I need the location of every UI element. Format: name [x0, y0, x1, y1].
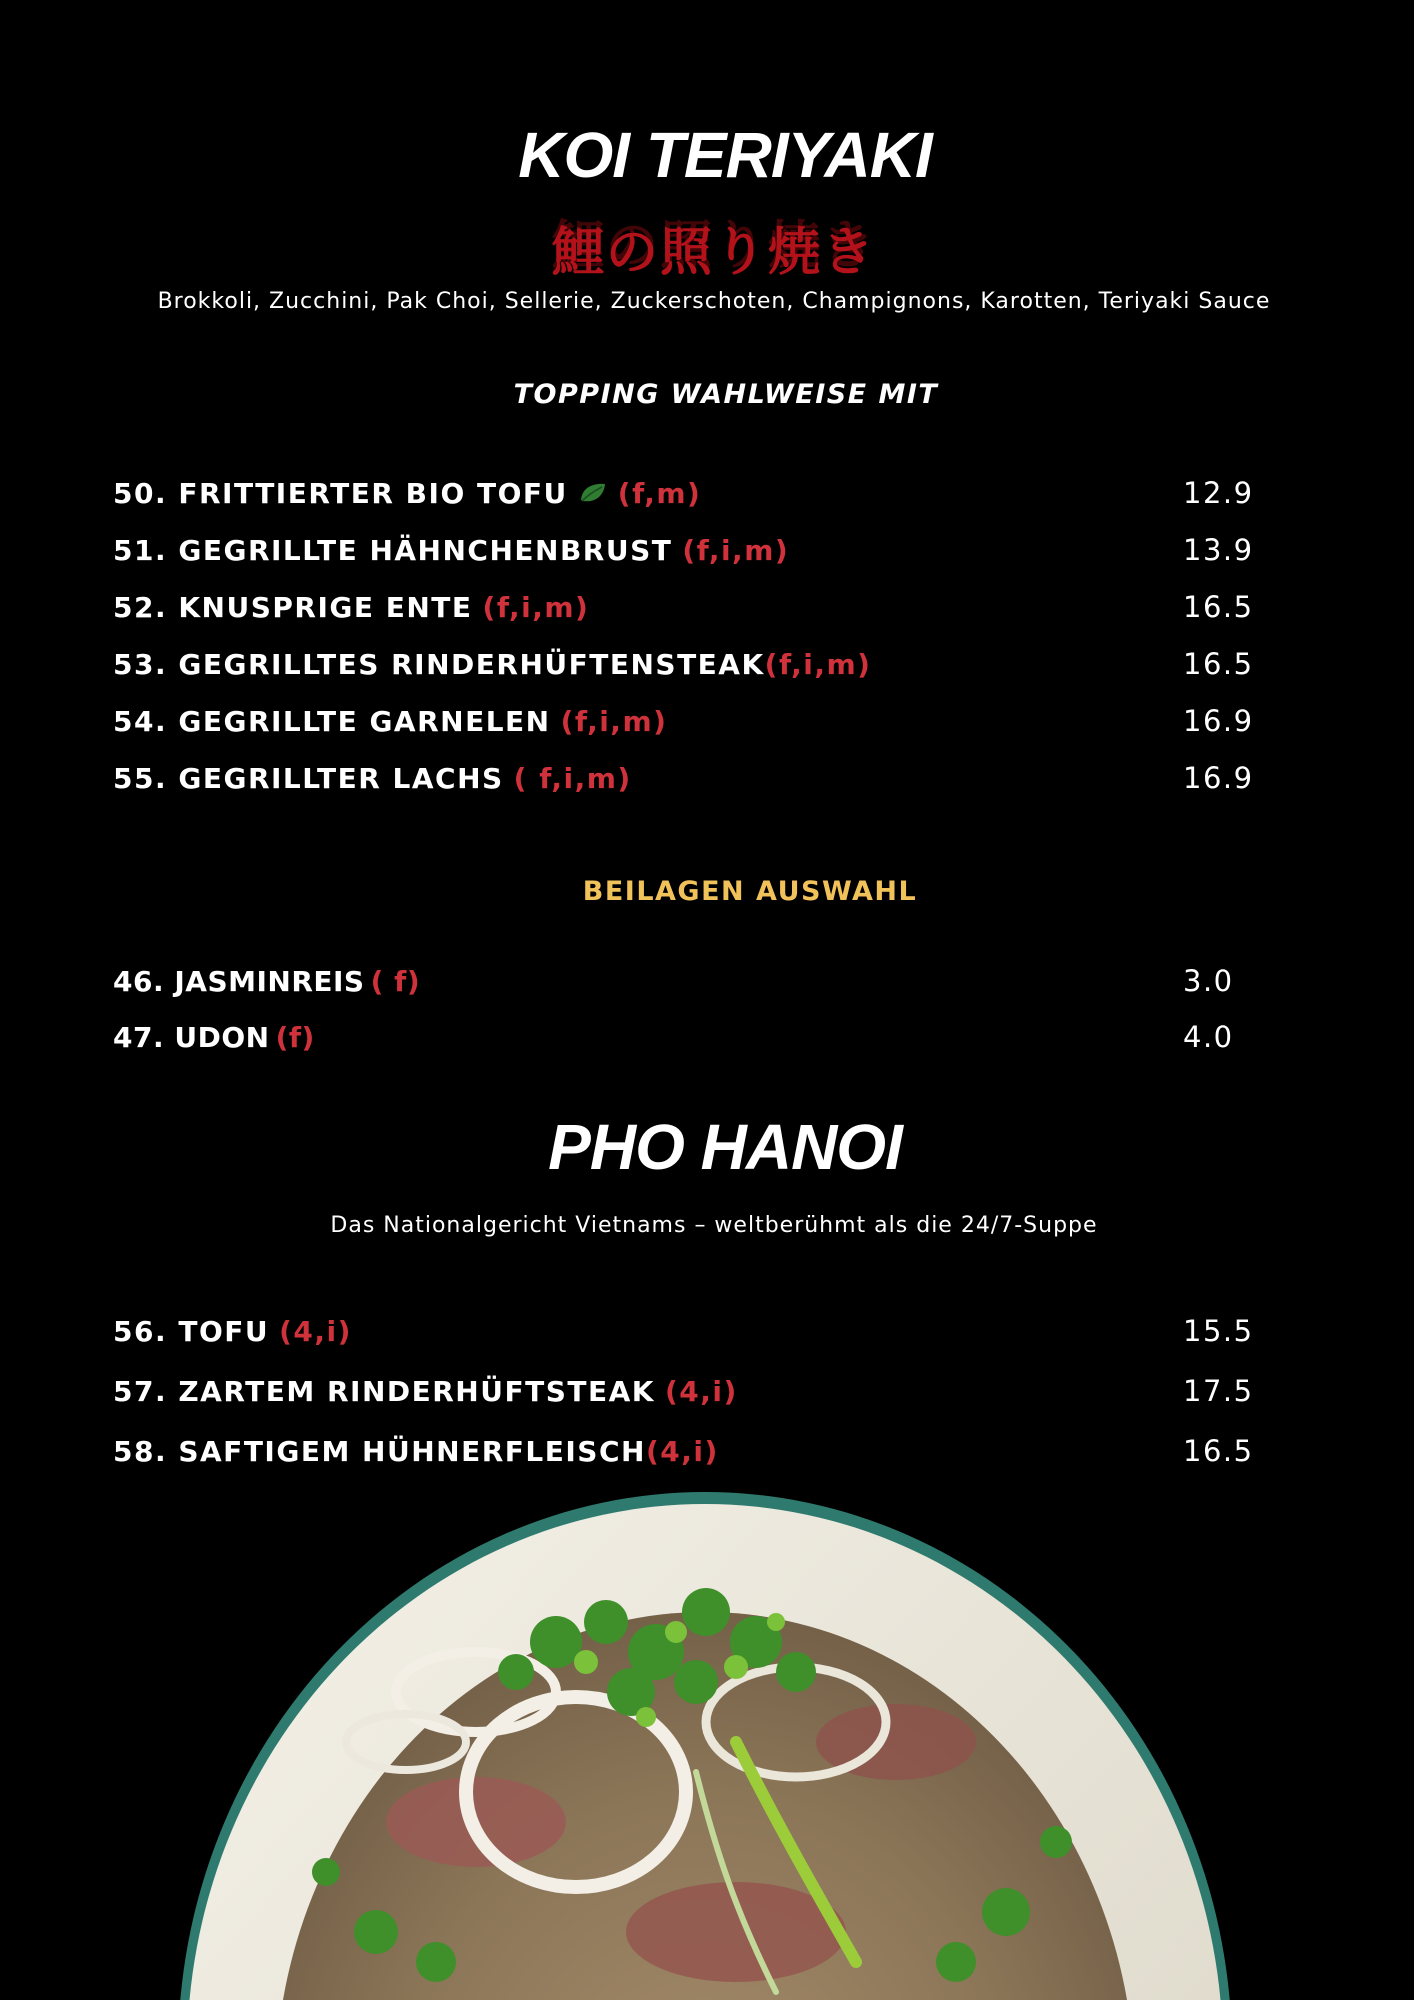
menu-item-name: 55. GEGRILLTER LACHS [113, 761, 504, 795]
side-item [113, 961, 1253, 1001]
koi-teriyaki-description: Brokkoli, Zucchini, Pak Choi, Sellerie, Zuckerschoten, Champignons, Karotten, Teriyaki Sauce [157, 289, 1271, 314]
pho-item [113, 1311, 1253, 1351]
menu-item-allergen: (f,i,m) [682, 533, 790, 567]
menu-item-price: 16.5 [1183, 590, 1254, 624]
menu-item-name-wrap [113, 591, 589, 624]
pho-bowl-image [176, 1492, 1234, 2000]
pho-item-allergen: (4,i) [664, 1374, 738, 1408]
menu-item-name-wrap [113, 477, 701, 510]
side-item-name-wrap [113, 1021, 315, 1054]
pho-bowl-illustration [176, 1492, 1234, 2000]
menu-item-name: 52. KNUSPRIGE ENTE [113, 590, 473, 624]
pho-item-allergen: (4,i) [645, 1434, 719, 1468]
pho-item-name: 58. SAFTIGEM HÜHNERFLEISCH [113, 1434, 646, 1468]
side-item-name: 47. UDON [113, 1020, 270, 1054]
pho-item [113, 1431, 1253, 1471]
pho-item-name-wrap [113, 1435, 719, 1468]
menu-item-name-wrap [113, 762, 632, 795]
side-item-allergen: ( f) [370, 964, 421, 998]
menu-item-allergen: (f,m) [617, 476, 702, 510]
menu-item-price: 16.9 [1183, 704, 1254, 738]
pho-item-price: 17.5 [1183, 1374, 1254, 1408]
menu-item-name: 53. GEGRILLTES RINDERHÜFTENSTEAK [113, 647, 765, 681]
menu-item-name: 51. GEGRILLTE HÄHNCHENBRUST [113, 533, 673, 567]
pho-hanoi-description: Das Nationalgericht Vietnams – weltberühmt als die 24/7-Suppe [330, 1213, 1098, 1238]
menu-item-name: 50. FRITTIERTER BIO TOFU [113, 476, 568, 510]
pho-item [113, 1371, 1253, 1411]
menu-item-price: 13.9 [1183, 533, 1254, 567]
menu-item-price: 16.5 [1183, 647, 1254, 681]
menu-item-allergen: (f,i,m) [764, 647, 872, 681]
side-item-name: 46. JASMINREIS [113, 964, 365, 998]
koi-teriyaki-title: KOI TERIYAKI [518, 119, 932, 191]
sides-heading: BEILAGEN AUSWAHL [582, 876, 918, 907]
koi-teriyaki-japanese-title: 鯉の照り焼き [551, 223, 876, 283]
menu-item [113, 530, 1253, 570]
menu-item-name: 54. GEGRILLTE GARNELEN [113, 704, 551, 738]
pho-hanoi-title: PHO HANOI [548, 1111, 902, 1183]
menu-item-name-wrap [113, 705, 667, 738]
pho-item-price: 15.5 [1183, 1314, 1254, 1348]
pho-item-name-wrap [113, 1315, 352, 1348]
menu-item [113, 587, 1253, 627]
side-item-price: 3.0 [1183, 964, 1234, 998]
menu-item-price: 16.9 [1183, 761, 1254, 795]
pho-item-price: 16.5 [1183, 1434, 1254, 1468]
menu-item [113, 758, 1253, 798]
side-item [113, 1017, 1253, 1057]
menu-item-allergen: (f,i,m) [482, 590, 590, 624]
menu-item [113, 701, 1253, 741]
menu-item [113, 473, 1253, 513]
topping-heading: TOPPING WAHLWEISE MIT [513, 379, 939, 410]
leaf-icon [578, 480, 608, 506]
menu-item-allergen: (f,i,m) [560, 704, 668, 738]
menu-item-name-wrap [113, 534, 789, 567]
pho-item-name: 56. TOFU [113, 1314, 270, 1348]
pho-item-allergen: (4,i) [279, 1314, 352, 1348]
menu-item-allergen: ( f,i,m) [513, 761, 632, 795]
side-item-allergen: (f) [275, 1020, 315, 1054]
side-item-name-wrap [113, 965, 420, 998]
menu-item [113, 644, 1253, 684]
pho-item-name: 57. ZARTEM RINDERHÜFTSTEAK [113, 1374, 655, 1408]
side-item-price: 4.0 [1183, 1020, 1234, 1054]
pho-item-name-wrap [113, 1375, 738, 1408]
menu-item-name-wrap [113, 648, 871, 681]
menu-item-price: 12.9 [1183, 476, 1254, 510]
